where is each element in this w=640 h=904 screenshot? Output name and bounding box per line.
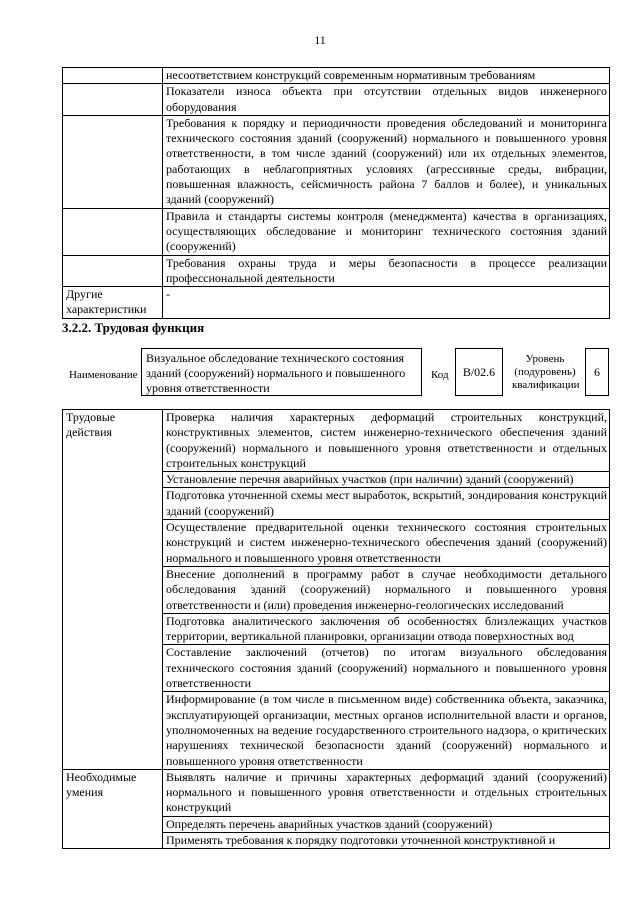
row-text: Осуществление предварительной оценки технического состояния строительных конструкций и систем инженерно-технического обеспечения зданий (сооружений) нормального и повышенного уровня ответственности bbox=[163, 520, 610, 567]
qualification-level-box: 6 bbox=[585, 348, 609, 396]
section-heading: 3.2.2. Трудовая функция bbox=[62, 320, 205, 335]
table-row bbox=[63, 115, 610, 208]
row-label bbox=[63, 68, 163, 84]
row-text: Правила и стандарты системы контроля (менеджмента) качества в организациях, осуществляющих обследование и мониторинг технического состояния зданий (сооружений) bbox=[163, 208, 610, 255]
row-label-other-characteristics: Другие характеристики bbox=[63, 287, 163, 319]
table-row bbox=[63, 84, 610, 116]
row-text: Выявлять наличие и причины характерных деформаций зданий (сооружений) нормального и повышенного уровня ответственности и отдельных строительных конструкций bbox=[163, 769, 610, 816]
table-row bbox=[63, 410, 610, 472]
row-text: Информирование (в том числе в письменном виде) собственника объекта, заказчика, эксплуатирующей организации, местных органов исполнительной власти и органов, уполномоченных на ведение государственного строительного надзора, о критических нарушениях технической безопасности зданий (сооружений) нормального и повышенного уровня ответственности bbox=[163, 692, 610, 769]
page-number: 11 bbox=[314, 33, 326, 47]
row-text: Определять перечень аварийных участков зданий (сооружений) bbox=[163, 816, 610, 832]
row-text: Требования к порядку и периодичности проведения обследований и мониторинга технического состояния зданий (сооружений) нормального и повышенного уровня ответственности, в том числе зданий (сооружений) или их отдельных элементов, работающих в неблагоприятных условиях (агрессивные среды, вибрации, повышенная влажность, сейсмичность района 7 баллов и более), и уникальных зданий (сооружений) bbox=[163, 115, 610, 208]
row-label bbox=[63, 84, 163, 116]
row-text: Показатели износа объекта при отсутствии отдельных видов инженерного оборудования bbox=[163, 84, 610, 116]
row-text: Установление перечня аварийных участков (при наличии) зданий (сооружений) bbox=[163, 472, 610, 488]
row-text: Составление заключений (отчетов) по итогам визуального обследования технического состояния зданий (сооружений) нормального и повышенного уровня ответственности bbox=[163, 645, 610, 692]
row-text: несоответствием конструкций современным нормативным требованиям bbox=[163, 68, 610, 84]
function-name-box: Визуальное обследование технического состояния зданий (сооружений) нормального и повышенного уровня ответственности bbox=[141, 348, 422, 396]
table-row bbox=[63, 255, 610, 287]
table-row bbox=[63, 68, 610, 84]
name-label: Наименование bbox=[69, 369, 138, 381]
row-text: Проверка наличия характерных деформаций строительных конструкций, конструктивных элементов, систем инженерно-технического обеспечения зданий (сооружений) нормального и повышенного уровня ответственности и отдельных строительных конструкций bbox=[163, 410, 610, 472]
row-label bbox=[63, 208, 163, 255]
row-label bbox=[63, 255, 163, 287]
row-text: Подготовка уточненной схемы мест выработок, вскрытий, зондирования конструкций зданий (сооружений) bbox=[163, 488, 610, 520]
group-label-required-skills: Необходимые умения bbox=[63, 769, 163, 848]
group-label-labor-actions: Трудовые действия bbox=[63, 410, 163, 770]
table-row bbox=[63, 769, 610, 816]
labor-function-table bbox=[62, 409, 610, 849]
row-label bbox=[63, 115, 163, 208]
row-text: - bbox=[163, 287, 610, 319]
row-text: Внесение дополнений в программу работ в случае необходимости детального обследования зданий (сооружений) нормального и повышенного уровня ответственности и (или) проведения инженерно-геологических исследований bbox=[163, 566, 610, 613]
table-row bbox=[63, 208, 610, 255]
code-label: Код bbox=[431, 369, 449, 381]
qualification-level-label: Уровень (подуровень) квалификации bbox=[512, 353, 580, 391]
knowledge-table-continued bbox=[62, 67, 610, 319]
row-text: Применять требования к порядку подготовки уточненной конструктивной и bbox=[163, 833, 610, 849]
function-code-box: B/02.6 bbox=[455, 348, 503, 396]
row-text: Подготовка аналитического заключения об особенностях близлежащих участков территории, вертикальной планировки, организации отвода поверхностных вод bbox=[163, 613, 610, 645]
table-row bbox=[63, 287, 610, 319]
row-text: Требования охраны труда и меры безопасности в процессе реализации профессиональной деятельности bbox=[163, 255, 610, 287]
